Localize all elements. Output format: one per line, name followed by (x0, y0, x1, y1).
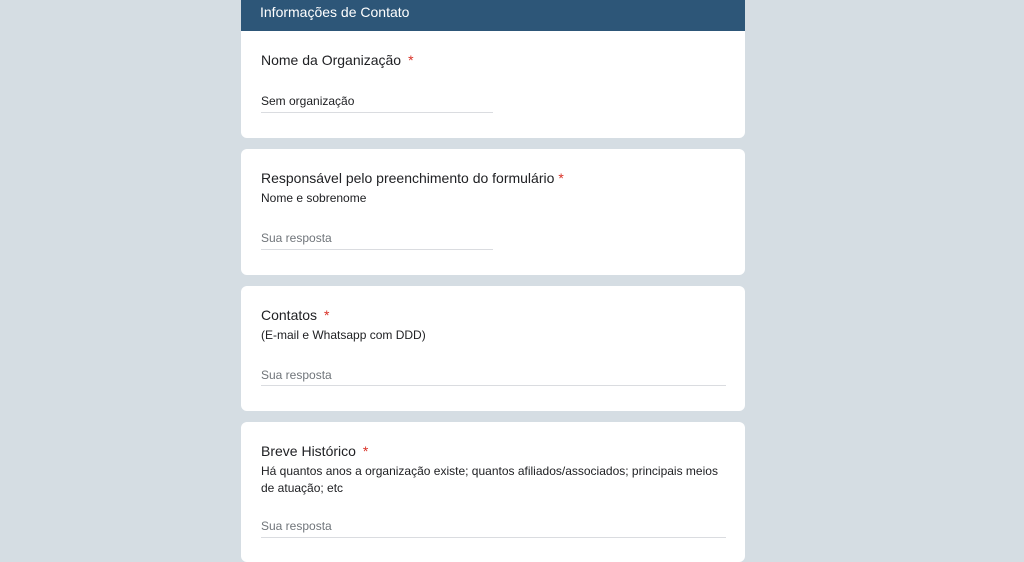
question-description: Nome e sobrenome (261, 191, 367, 205)
question-title-text: Breve Histórico (261, 443, 356, 459)
question-title-text: Nome da Organização (261, 52, 402, 68)
answer-underline (261, 537, 726, 538)
question-card-contacts (241, 286, 745, 411)
responsible-answer-input[interactable]: Sua resposta (261, 231, 332, 245)
question-title (261, 307, 330, 323)
section-title: Informações de Contato (260, 4, 410, 20)
question-card-responsible (241, 149, 745, 275)
question-title (261, 170, 564, 186)
answer-underline (261, 385, 726, 386)
answer-underline (261, 249, 493, 250)
answer-underline (261, 112, 493, 113)
question-title-text: Responsável pelo preenchimento do formulário (261, 170, 555, 186)
required-asterisk: * (362, 443, 369, 459)
question-description: (E-mail e Whatsapp com DDD) (261, 328, 426, 342)
section-header (241, 0, 745, 31)
question-title-text: Contatos (261, 307, 318, 323)
required-asterisk: * (408, 52, 414, 68)
question-title (261, 443, 368, 459)
required-asterisk: * (558, 170, 564, 186)
question-card-organization (241, 31, 745, 138)
organization-answer[interactable]: Sem organização (261, 94, 355, 108)
history-answer-input[interactable]: Sua resposta (261, 519, 332, 533)
question-title (261, 52, 414, 68)
question-card-history (241, 422, 745, 562)
contacts-answer-input[interactable]: Sua resposta (261, 368, 332, 382)
required-asterisk: * (324, 307, 330, 323)
question-description: Há quantos anos a organização existe; quantos afiliados/associados; principais meios de atuação; etc (261, 464, 718, 495)
form-column (241, 0, 745, 533)
